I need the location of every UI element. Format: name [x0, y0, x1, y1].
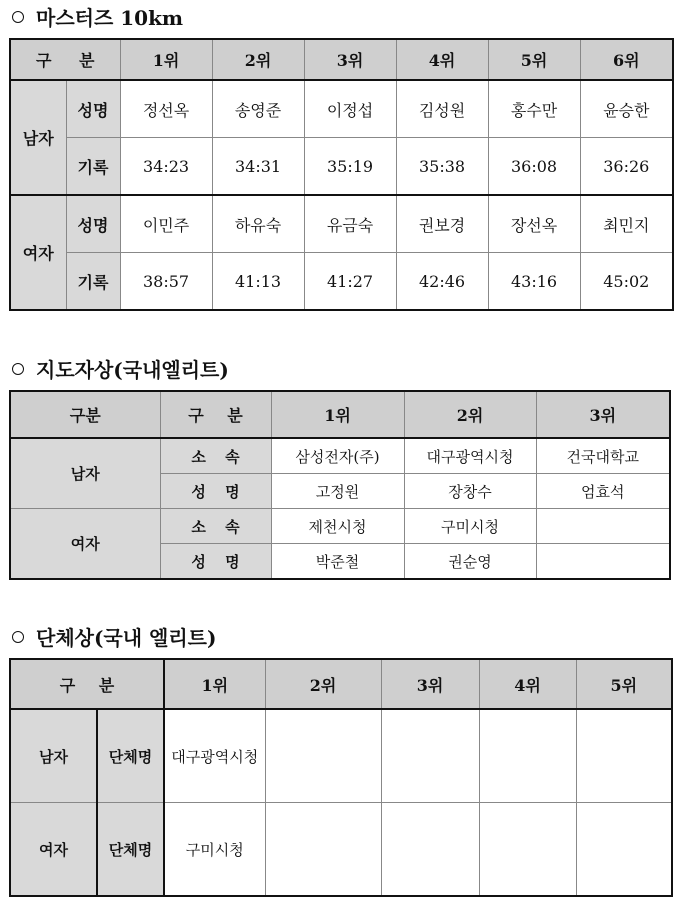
row-label: 성명: [66, 195, 120, 253]
header-cell: 4위: [479, 659, 576, 709]
cell: [265, 803, 381, 897]
cell: 이민주: [120, 195, 212, 253]
header-cell: 3위: [304, 39, 396, 80]
cell: 유금숙: [304, 195, 396, 253]
row-label: 단체명: [97, 803, 164, 897]
cell: [479, 803, 576, 897]
cell: 이정섭: [304, 80, 396, 138]
cell: 38:57: [120, 253, 212, 311]
cell: [576, 709, 672, 803]
table-row: [10, 80, 673, 138]
table-row: [10, 803, 672, 897]
table-header-row: [10, 39, 673, 80]
header-cell: 5위: [576, 659, 672, 709]
group-label-female: 여자: [10, 509, 160, 580]
cell: 홍수만: [488, 80, 580, 138]
cell: 고정원: [271, 474, 404, 509]
row-label: 성 명: [160, 474, 271, 509]
cell: 건국대학교: [536, 438, 670, 474]
header-cell: 1위: [271, 391, 404, 438]
masters-results-table: [9, 38, 674, 311]
table-row: [10, 709, 672, 803]
cell: 45:02: [580, 253, 673, 311]
header-cell: 구 분: [160, 391, 271, 438]
cell: 정선옥: [120, 80, 212, 138]
cell: 42:46: [396, 253, 488, 311]
cell: 제천시청: [271, 509, 404, 544]
cell: 하유숙: [212, 195, 304, 253]
cell: [381, 709, 479, 803]
header-cell: 2위: [265, 659, 381, 709]
header-cell: 1위: [164, 659, 265, 709]
cell: [265, 709, 381, 803]
cell: 송영준: [212, 80, 304, 138]
cell: 장선옥: [488, 195, 580, 253]
section-title-text: 단체상(국내 엘리트): [36, 626, 217, 650]
header-cell: 2위: [212, 39, 304, 80]
cell: 35:38: [396, 138, 488, 196]
section-title-text: 지도자상(국내엘리트): [36, 358, 229, 382]
cell: 35:19: [304, 138, 396, 196]
group-label-male: 남자: [10, 709, 97, 803]
header-cell: 2위: [404, 391, 536, 438]
cell: 43:16: [488, 253, 580, 311]
cell: 구미시청: [404, 509, 536, 544]
row-label: 성명: [66, 80, 120, 138]
row-label: 소 속: [160, 438, 271, 474]
section-title-masters: [10, 2, 183, 31]
table-row: [10, 438, 670, 474]
group-label-female: 여자: [10, 195, 66, 310]
header-cell: 구분: [10, 391, 160, 438]
header-cell: 5위: [488, 39, 580, 80]
cell: 장창수: [404, 474, 536, 509]
coach-award-table: [9, 390, 671, 580]
cell: 삼성전자(주): [271, 438, 404, 474]
cell: 41:27: [304, 253, 396, 311]
cell: 41:13: [212, 253, 304, 311]
cell: 대구광역시청: [164, 709, 265, 803]
cell: [479, 709, 576, 803]
row-label: 소 속: [160, 509, 271, 544]
cell: 36:26: [580, 138, 673, 196]
row-label: 단체명: [97, 709, 164, 803]
cell: 대구광역시청: [404, 438, 536, 474]
table-row: [10, 138, 673, 196]
group-label-female: 여자: [10, 803, 97, 897]
header-cell: 3위: [536, 391, 670, 438]
circle-bullet-icon: [12, 11, 24, 23]
cell: 34:23: [120, 138, 212, 196]
team-award-table: [9, 658, 673, 897]
table-row: [10, 195, 673, 253]
section-title-team-award: [10, 622, 216, 651]
cell: [576, 803, 672, 897]
header-cell: 3위: [381, 659, 479, 709]
circle-bullet-icon: [12, 631, 24, 643]
circle-bullet-icon: [12, 363, 24, 375]
header-cell: 구 분: [10, 39, 120, 80]
header-cell: 6위: [580, 39, 673, 80]
group-label-male: 남자: [10, 80, 66, 195]
cell: [381, 803, 479, 897]
row-label: 성 명: [160, 544, 271, 580]
cell: 36:08: [488, 138, 580, 196]
section-title-text: 마스터즈 10km: [36, 6, 184, 30]
cell: [536, 509, 670, 544]
cell: 김성원: [396, 80, 488, 138]
header-cell: 1위: [120, 39, 212, 80]
table-row: [10, 253, 673, 311]
row-label: 기록: [66, 253, 120, 311]
table-row: [10, 509, 670, 544]
cell: 엄효석: [536, 474, 670, 509]
cell: 최민지: [580, 195, 673, 253]
cell: 윤승한: [580, 80, 673, 138]
cell: [536, 544, 670, 580]
cell: 34:31: [212, 138, 304, 196]
header-cell: 구 분: [10, 659, 164, 709]
cell: 권보경: [396, 195, 488, 253]
row-label: 기록: [66, 138, 120, 196]
cell: 권순영: [404, 544, 536, 580]
group-label-male: 남자: [10, 438, 160, 509]
table-header-row: [10, 659, 672, 709]
section-title-coach-award: [10, 354, 229, 383]
table-header-row: [10, 391, 670, 438]
header-cell: 4위: [396, 39, 488, 80]
cell: 구미시청: [164, 803, 265, 897]
cell: 박준철: [271, 544, 404, 580]
